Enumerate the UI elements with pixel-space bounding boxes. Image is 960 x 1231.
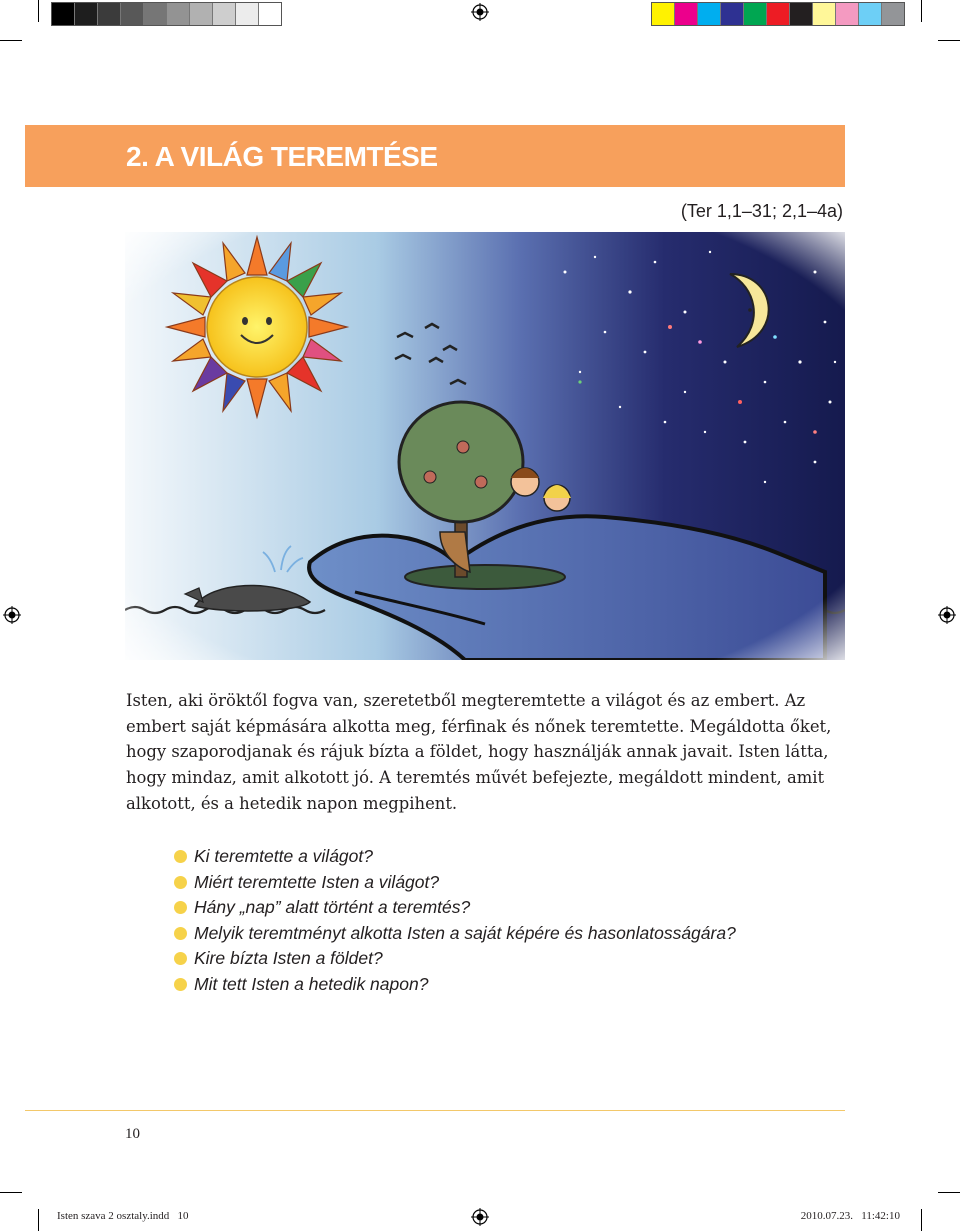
question-item: Miért teremtette Isten a világot? [174, 870, 736, 896]
color-swatch [52, 3, 75, 25]
color-swatch [859, 3, 882, 25]
crop-mark [938, 40, 960, 41]
color-swatch [213, 3, 236, 25]
question-item: Melyik teremtményt alkotta Isten a saját képére és hasonlatosságára? [174, 921, 736, 947]
registration-mark-bottom-icon [471, 1208, 489, 1226]
color-swatch [836, 3, 859, 25]
question-item: Kire bízta Isten a földet? [174, 946, 736, 972]
lesson-paragraph-text: Isten, aki öröktől fogva van, szeretetből megteremtette a világot és az embert. Az embert saját képmására alkotta meg, férfinak és nőnek teremtette. Megáldotta őket, hogy szaporodjanak és rájuk bízta a földet, hogy használják annak javait. Isten látta, hogy mindaz, amit alkotott jó. A teremtés művét befejezte, megáldott mindent, amit alkotott, és a hetedik napon megpihent. [126, 691, 832, 813]
color-swatch [98, 3, 121, 25]
grayscale-color-bar [51, 2, 282, 26]
color-swatch [790, 3, 813, 25]
crop-mark [0, 40, 22, 41]
bullet-dot-icon [174, 927, 187, 940]
bible-reference: (Ter 1,1–31; 2,1–4a) [680, 201, 843, 221]
slug-timestamp: 2010.07.23. 11:42:10 [800, 1210, 900, 1222]
registration-mark-left-icon [3, 606, 21, 624]
color-swatch [121, 3, 144, 25]
color-swatch [698, 3, 721, 25]
bullet-dot-icon [174, 978, 187, 991]
crop-mark [0, 1192, 22, 1193]
question-item: Mit tett Isten a hetedik napon? [174, 972, 736, 998]
footer-rule [25, 1110, 845, 1111]
bullet-dot-icon [174, 850, 187, 863]
page-number: 10 [125, 1126, 140, 1142]
color-swatch [675, 3, 698, 25]
bullet-dot-icon [174, 901, 187, 914]
color-swatch [744, 3, 767, 25]
crop-mark [921, 0, 922, 22]
color-swatch [236, 3, 259, 25]
registration-mark-top-icon [471, 3, 489, 21]
crop-mark [938, 1192, 960, 1193]
question-item: Ki teremtette a világot? [174, 844, 736, 870]
crop-mark [921, 1209, 922, 1231]
color-swatch [813, 3, 836, 25]
slug-filename: Isten szava 2 osztaly.indd 10 [57, 1210, 189, 1222]
bullet-dot-icon [174, 952, 187, 965]
crop-mark [38, 0, 39, 22]
color-swatch [767, 3, 790, 25]
creation-illustration [125, 232, 845, 660]
question-list [174, 844, 736, 998]
bullet-dot-icon [174, 876, 187, 889]
color-swatch [167, 3, 190, 25]
cmyk-color-bar [651, 2, 905, 26]
color-swatch [882, 3, 904, 25]
chapter-title: 2. A VILÁG TEREMTÉSE [126, 141, 438, 172]
color-swatch [75, 3, 98, 25]
color-swatch [259, 3, 281, 25]
color-swatch [652, 3, 675, 25]
question-item: Hány „nap” alatt történt a teremtés? [174, 895, 736, 921]
color-swatch [144, 3, 167, 25]
color-swatch [721, 3, 744, 25]
crop-mark [38, 1209, 39, 1231]
registration-mark-right-icon [938, 606, 956, 624]
color-swatch [190, 3, 213, 25]
lesson-paragraph [126, 688, 846, 817]
